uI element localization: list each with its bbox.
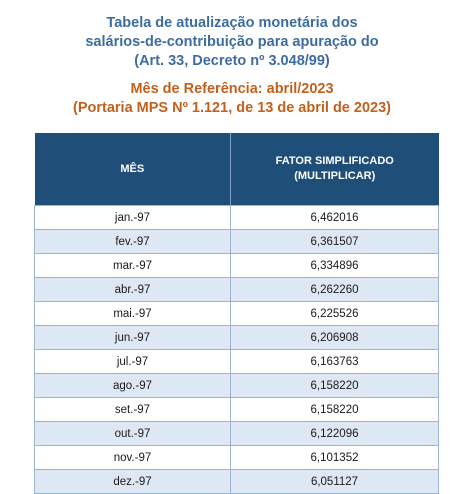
factor-cell: 6,462016 bbox=[231, 206, 439, 230]
month-cell: ago.-97 bbox=[35, 374, 231, 398]
month-cell: jun.-97 bbox=[35, 326, 231, 350]
factor-cell: 6,225526 bbox=[231, 302, 439, 326]
ordinance-reference: (Portaria MPS Nº 1.121, de 13 de abril de 2023) bbox=[73, 100, 391, 116]
table-row bbox=[35, 470, 439, 494]
table-header-row bbox=[35, 133, 439, 206]
factor-cell: 6,158220 bbox=[231, 398, 439, 422]
month-cell: mar.-97 bbox=[35, 254, 231, 278]
month-cell: jul.-97 bbox=[35, 350, 231, 374]
factor-cell: 6,122096 bbox=[231, 422, 439, 446]
title-line-2: salários-de-contribuição para apuração do bbox=[85, 34, 379, 50]
table-row bbox=[35, 398, 439, 422]
column-header-factor-line1: FATOR SIMPLIFICADO bbox=[275, 155, 394, 167]
month-cell: jan.-97 bbox=[35, 206, 231, 230]
table-row bbox=[35, 446, 439, 470]
factor-cell: 6,101352 bbox=[231, 446, 439, 470]
column-header-month: MÊS bbox=[35, 133, 231, 206]
table-row bbox=[35, 230, 439, 254]
factor-cell: 6,334896 bbox=[231, 254, 439, 278]
month-cell: nov.-97 bbox=[35, 446, 231, 470]
factor-cell: 6,206908 bbox=[231, 326, 439, 350]
factor-cell: 6,051127 bbox=[231, 470, 439, 494]
table-row bbox=[35, 350, 439, 374]
month-cell: mai.-97 bbox=[35, 302, 231, 326]
month-cell: dez.-97 bbox=[35, 470, 231, 494]
table-row bbox=[35, 254, 439, 278]
column-header-factor-line2: (MULTIPLICAR) bbox=[294, 170, 376, 182]
month-cell: set.-97 bbox=[35, 398, 231, 422]
factor-cell: 6,361507 bbox=[231, 230, 439, 254]
table-row bbox=[35, 374, 439, 398]
table-row bbox=[35, 326, 439, 350]
table-row bbox=[35, 206, 439, 230]
factor-cell: 6,262260 bbox=[231, 278, 439, 302]
month-cell: fev.-97 bbox=[35, 230, 231, 254]
factor-cell: 6,163763 bbox=[231, 350, 439, 374]
month-cell: abr.-97 bbox=[35, 278, 231, 302]
factor-cell: 6,158220 bbox=[231, 374, 439, 398]
document-header bbox=[0, 14, 464, 118]
table-row bbox=[35, 302, 439, 326]
table-body bbox=[35, 206, 439, 494]
monetary-update-table bbox=[34, 133, 439, 494]
reference-month: Mês de Referência: abril/2023 bbox=[130, 81, 334, 97]
month-cell: out.-97 bbox=[35, 422, 231, 446]
table-row bbox=[35, 422, 439, 446]
title-line-3: (Art. 33, Decreto nº 3.048/99) bbox=[134, 53, 330, 69]
column-header-factor bbox=[231, 133, 439, 206]
table-row bbox=[35, 278, 439, 302]
title-line-1: Tabela de atualização monetária dos bbox=[106, 15, 358, 31]
